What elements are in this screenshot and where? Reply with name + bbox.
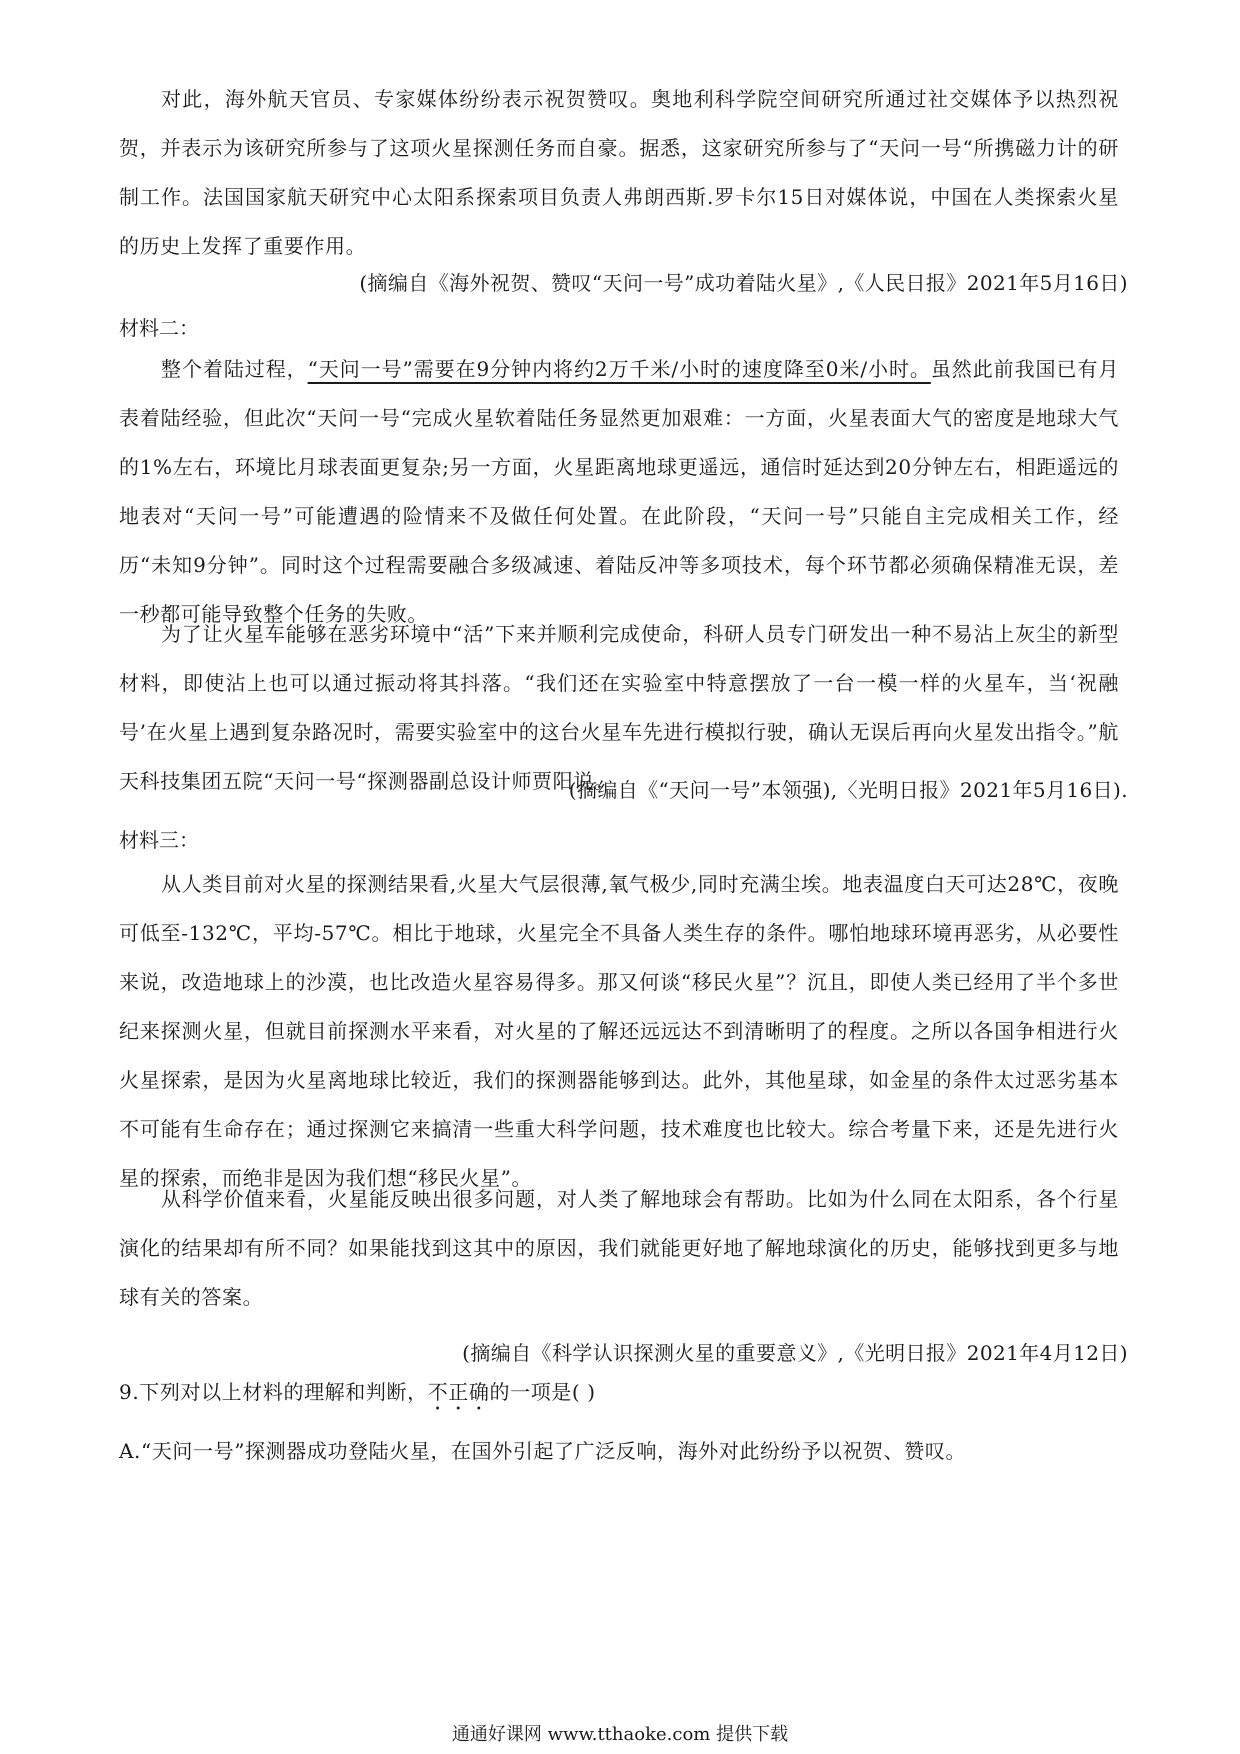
material3-source: (摘编自《科学认识探测火星的重要意义》,《光明日报》2021年4月12日) — [462, 1341, 1128, 1365]
material1-paragraph: 对此，海外航天官员、专家媒体纷纷表示祝贺赞叹。奥地利科学院空间研究所通过社交媒体予以热烈祝贺，并表示为该研究所参与了这项火星探测任务而自豪。据悉，这家研究所参与了“天问一号“所携磁力计的研制工作。法国国家航天研究中心太阳系探索项目负责人弗朗西斯.罗卡尔15日对媒体说，中国在人类探索火星的历史上发挥了重要作用。 — [119, 87, 1119, 258]
material2-underlined-sentence: “天问一号”需要在9分钟内将约2万千米/小时的速度降至0米/小时。 — [307, 357, 931, 381]
material3-paragraph-1: 从人类目前对火星的探测结果看,火星大气层很薄,氧气极少,同时充满尘埃。地表温度白天可达28℃，夜晚可低至-132℃，平均-57℃。相比于地球，火星完全不具备人类生存的条件。哪怕地球环境再恶劣，从必要性来说，改造地球上的沙漠，也比改造火星容易得多。那又何谈“移民火星”？沉且，即使人类已经用了半个多世纪来探测火星，但就目前探测水平来看，对火星的了解还远远达不到清晰明了的程度。之所以各国争相进行火火星探索，是因为火星离地球比较近，我们的探测器能够到达。此外，其他星球，如金星的条件太过恶劣基本不可能有生命存在；通过探测它来搞清一些重大科学问题，技术难度也比较大。综合考量下来，还是先进行火星的探索，而绝非是因为我们想“移民火星”。 — [119, 872, 1119, 1190]
material3-label: 材料三： — [119, 828, 199, 852]
question-9-stem-after: 的一项是( ) — [489, 1380, 596, 1404]
material2-label: 材料二： — [119, 316, 199, 340]
question-9-emphasis: 不正确 — [427, 1380, 490, 1404]
question-9-stem-before: 9.下列对以上材料的理解和判断， — [119, 1380, 428, 1404]
material2-paragraph-1 — [119, 345, 1119, 639]
question-9-stem — [119, 1368, 1119, 1417]
material2-p1-rest: 虽然此前我国已有月表着陆经验，但此次“天问一号“完成火星软着陆任务显然更加艰难：一方面，火星表面大气的密度是地球大气的1%左右，环境比月球表面更复杂;另一方面，火星距离地球更遥远，通信时延达到20分钟左右，相距遥远的地表对“天问一号”可能遭遇的险情来不及做任何处置。在此阶段，“天问一号”只能自主完成相关工作，经历“未知9分钟”。同时这个过程需要融合多级减速、着陆反冲等多项技术，每个环节都必须确保精准无误，差一秒都可能导致整个任务的失败。 — [119, 357, 1119, 626]
material2-source: (摘编自《“天问一号”本领强),〈光明日报》2021年5月16日). — [568, 778, 1128, 802]
material3-paragraph-2: 从科学价值来看，火星能反映出很多问题，对人类了解地球会有帮助。比如为什么同在太阳系，各个行星演化的结果却有所不同？如果能找到这其中的原因，我们就能更好地了解地球演化的历史，能够找到更多与地球有关的答案。 — [119, 1187, 1119, 1309]
material2-p1-lead: 整个着陆过程， — [161, 357, 308, 381]
question-9-option-a: A.“天问一号”探测器成功登陆火星，在国外引起了广泛反响，海外对此纷纷予以祝贺、赞叹。 — [119, 1439, 967, 1463]
material2-paragraph-2: 为了让火星车能够在恶劣环境中“活”下来并顺利完成使命，科研人员专门研发出一种不易沾上灰尘的新型材料，即使沾上也可以通过振动将其抖落。“我们还在实验室中特意摆放了一台一模一样的火星车，当‘祝融号’在火星上遇到复杂路况时，需要实验室中的这台火星车先进行模拟行驶，确认无误后再向火星发出指令。”航天科技集团五院“天问一号“探测器副总设计师贾阳说。 — [119, 622, 1119, 793]
material1-source: (摘编自《海外祝贺、赞叹“天问一号”成功着陆火星》,《人民日报》2021年5月16日) — [359, 271, 1128, 295]
page-footer: 通通好课网 www.tthaoke.com 提供下载 — [451, 1724, 789, 1745]
